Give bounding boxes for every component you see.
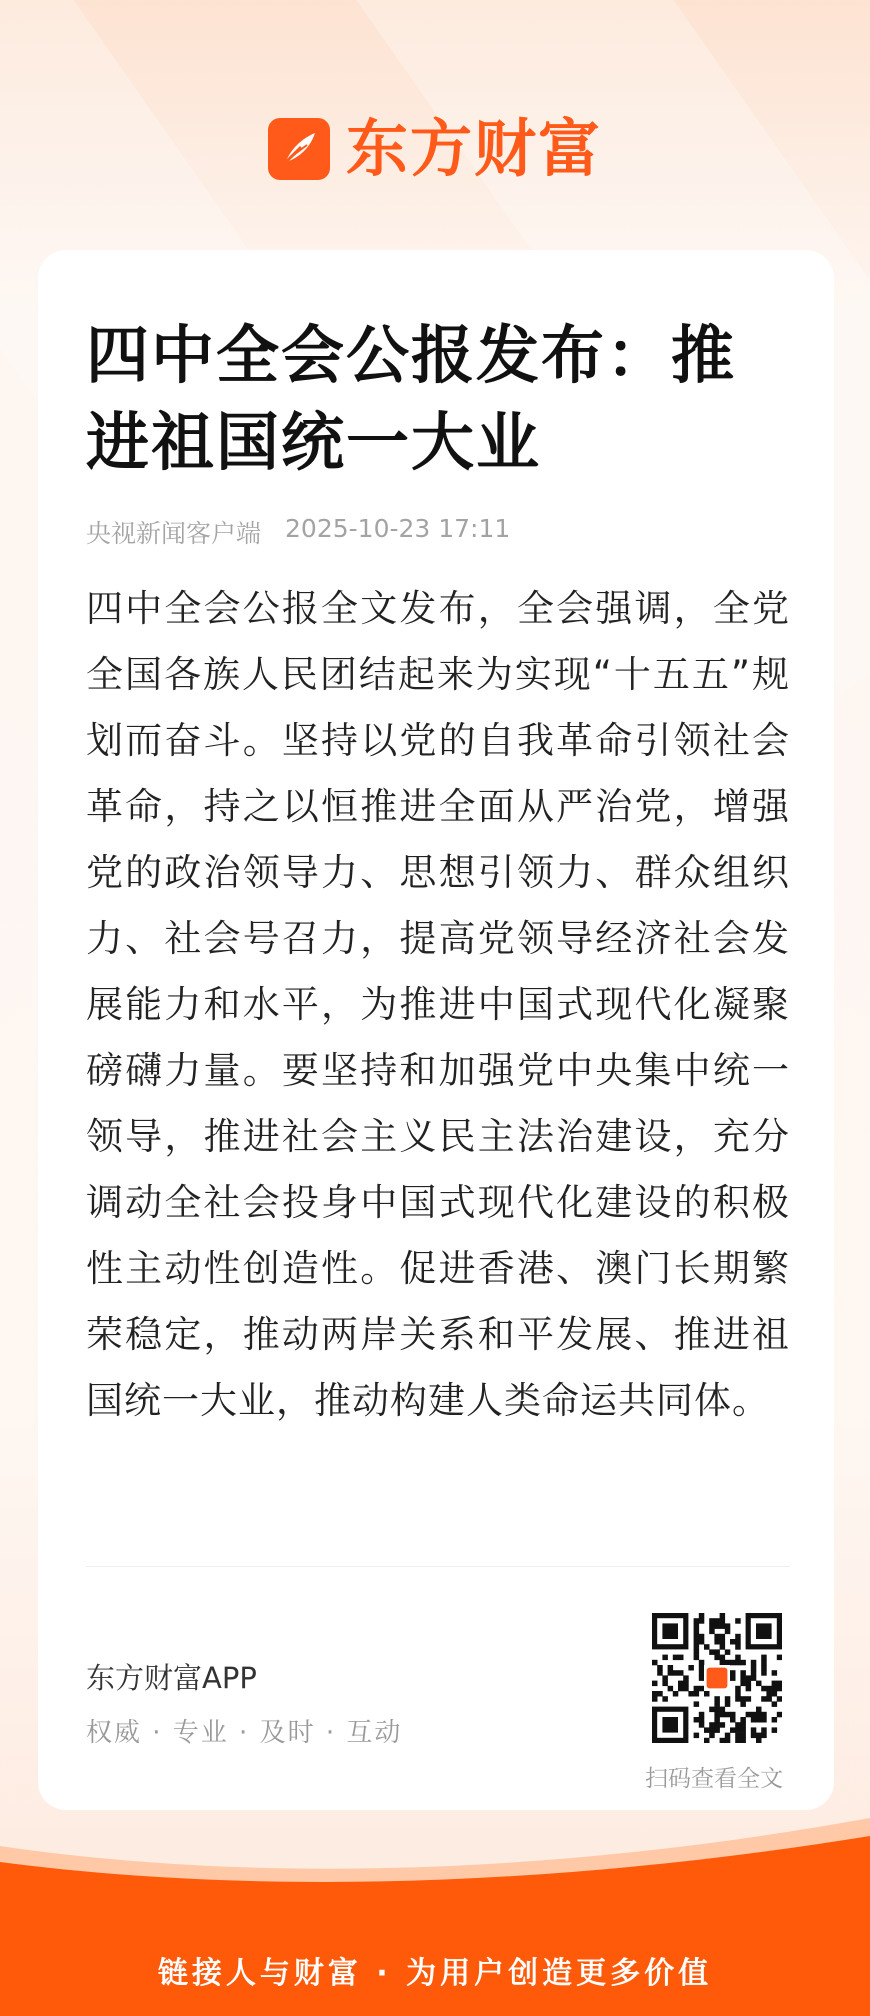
article-datetime: 2025-10-23 17:11 — [285, 514, 511, 543]
brand-logo — [0, 112, 870, 185]
footer-tagline: 链接人与财富 · 为用户创造更多价值 — [157, 1956, 713, 1991]
article-card — [38, 250, 834, 1810]
qr-caption: 扫码查看全文 — [645, 1766, 783, 1792]
promo-app-name: 东方财富APP — [86, 1661, 257, 1695]
article-title: 四中全会公报发布：推进祖国统一大业 — [86, 318, 736, 479]
promo-slogan: 权威 · 专业 · 及时 · 互动 — [86, 1718, 403, 1748]
feather-logo-icon — [268, 118, 330, 180]
article-meta — [86, 514, 510, 550]
article-body: 四中全会公报全文发布，全会强调，全党全国各族人民团结起来为实现“十五五”规划而奋斗。坚持以党的自我革命引领社会革命，持之以恒推进全面从严治党，增强党的政治领导力、思想引领力、群众组织力、社会号召力，提高党领导经济社会发展能力和水平，为推进中国式现代化凝聚磅礴力量。要坚持和加强党中央集中统一领导，推进社会主义民主法治建设，充分调动全社会投身中国式现代化建设的积极性主动性创造性。促进香港、澳门长期繁荣稳定，推动两岸关系和平发展、推进祖国统一大业，推动构建人类命运共同体。 — [86, 587, 790, 1422]
article-source: 央视新闻客户端 — [86, 519, 262, 548]
footer-banner — [0, 1800, 870, 2016]
qr-code-icon[interactable] — [652, 1613, 782, 1743]
divider — [86, 1566, 790, 1567]
brand-name: 东方财富 — [345, 112, 602, 185]
